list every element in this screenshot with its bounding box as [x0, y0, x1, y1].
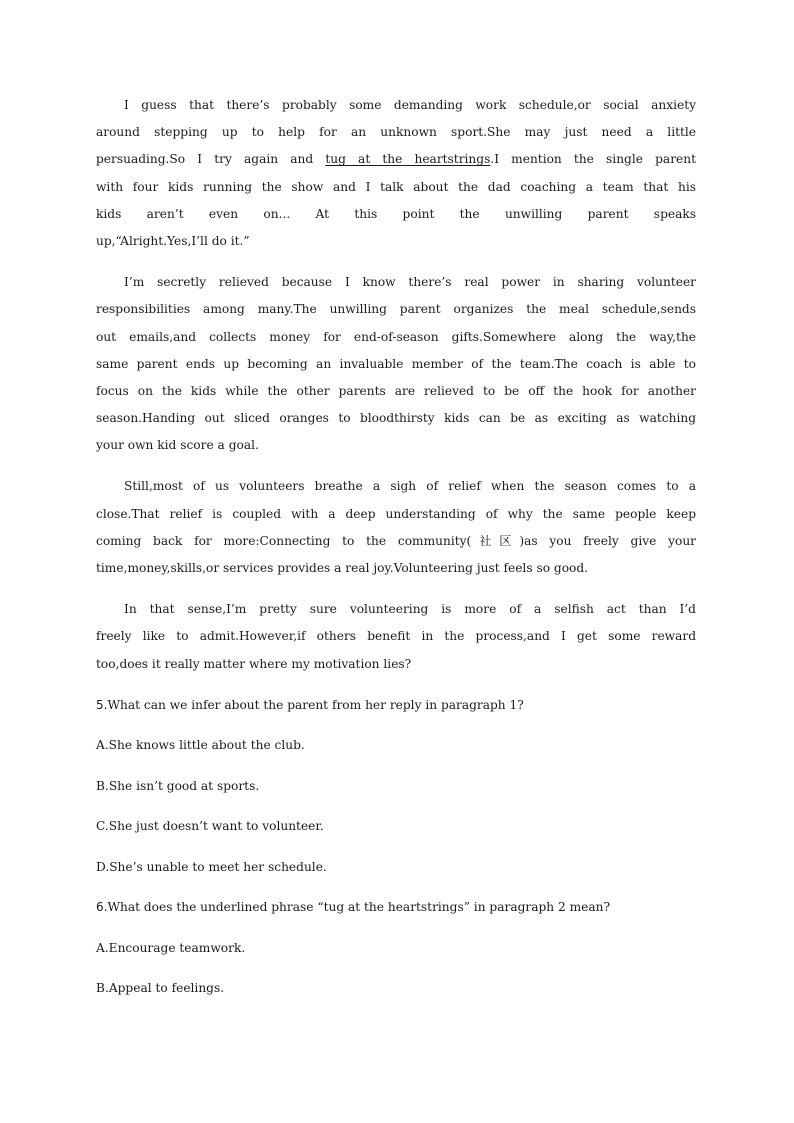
option-b: B.She isn’t good at sports. [96, 778, 260, 793]
paragraph-4 [96, 596, 696, 678]
text-line: I’m secretly relieved because I know there’s real power in sharing volunteer [124, 275, 696, 290]
text-line: kids aren’t even on... At this point the unwilling parent speaks [96, 206, 696, 221]
text-line: Still,most of us volunteers breathe a sigh of relief when the season comes to a [124, 479, 696, 494]
option-c: C.She just doesn’t want to volunteer. [96, 819, 324, 834]
text-line: coming back for more:Connecting to the community(社区)as you freely give your [96, 533, 696, 548]
text-line: In that sense,I’m pretty sure volunteering is more of a selfish act than I’d [124, 602, 696, 617]
option-a: A.Encourage teamwork. [96, 940, 246, 955]
text-line: with four kids running the show and I talk about the dad coaching a team that his [96, 179, 696, 194]
text-segment: persuading.So I try again and [96, 152, 326, 167]
text-line: time,money,skills,or services provides a real joy.Volunteering just feels so good. [96, 561, 589, 575]
text-line [96, 146, 696, 173]
question-stem [96, 692, 696, 719]
question-number: 5. [96, 697, 108, 712]
option-d: D.She’s unable to meet her schedule. [96, 859, 327, 874]
text-line: too,does it really matter where my motivation lies? [96, 656, 412, 671]
paragraph-3 [96, 473, 696, 582]
text-line: I guess that there’s probably some demanding work schedule,or social anxiety [124, 98, 696, 112]
text-line: responsibilities among many.The unwilling parent organizes the meal schedule,sends [96, 302, 696, 317]
question-stem [96, 894, 696, 921]
question-text: What does the underlined phrase “tug at the heartstrings” in paragraph 2 mean? [107, 900, 611, 915]
option-a: A.She knows little about the club. [96, 738, 305, 753]
text-line: around stepping up to help for an unknown sport.She may just need a little [96, 125, 696, 140]
text-line: close.That relief is coupled with a deep understanding of why the same people keep [96, 506, 696, 521]
question-5 [96, 692, 696, 881]
underlined-phrase: tug at the heartstrings [325, 152, 491, 167]
question-text: What can we infer about the parent from her reply in paragraph 1? [107, 697, 524, 712]
text-line: out emails,and collects money for end-of-season gifts.Somewhere along the way,the [96, 329, 696, 344]
option-b: B.Appeal to feelings. [96, 981, 225, 996]
text-line: your own kid score a goal. [96, 438, 259, 453]
text-line: up,“Alright.Yes,I’ll do it.” [96, 233, 250, 248]
text-line: freely like to admit.However,if others benefit in the process,and I get some reward [96, 629, 696, 644]
document-page [96, 92, 696, 1016]
paragraph-1 [96, 92, 696, 255]
question-number: 6. [96, 900, 108, 915]
text-line: focus on the kids while the other parents are relieved to be off the hook for another [96, 383, 696, 398]
paragraph-2 [96, 269, 696, 459]
text-line: season.Handing out sliced oranges to bloodthirsty kids can be as exciting as watching [96, 411, 696, 426]
text-segment: .I mention the single parent [490, 152, 696, 167]
text-line: same parent ends up becoming an invaluable member of the team.The coach is able to [96, 356, 696, 371]
question-6 [96, 894, 696, 1002]
